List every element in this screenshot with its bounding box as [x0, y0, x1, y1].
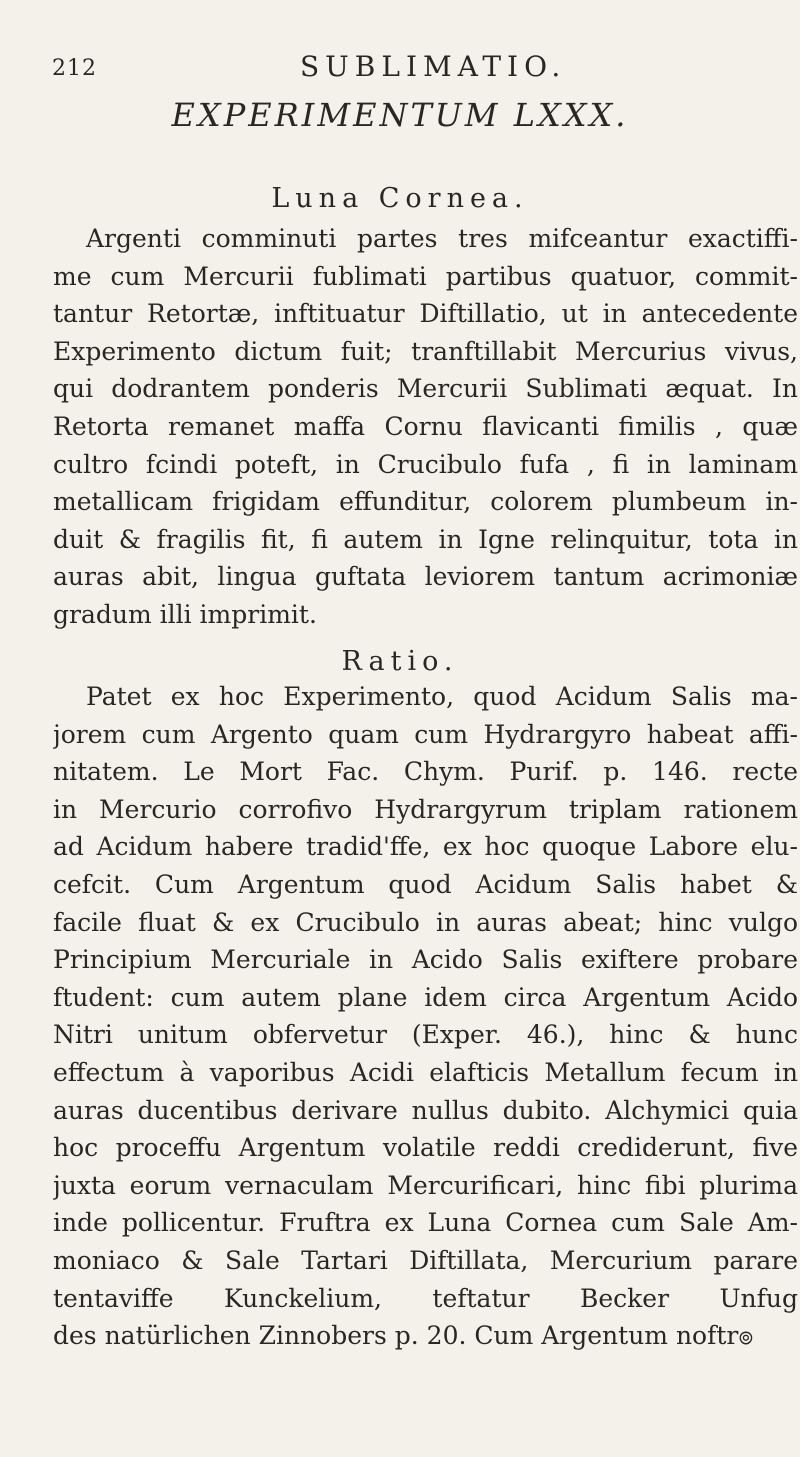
text-line: auras ducentibus derivare nullus dubito. Alchymici quia	[53, 1095, 798, 1125]
text-line: Argenti comminuti partes tres mifceantur exactiffi-	[86, 224, 798, 253]
text-line: inde pollicentur. Fruftra ex Luna Cornea cum Sale Am-	[53, 1208, 798, 1238]
text-line: metallicam frigidam effunditur, colorem plumbeum in-	[53, 487, 798, 517]
page-number: 212	[52, 56, 97, 81]
text-line: nitatem. Le Mort Fac. Chym. Purif. p. 146. recte	[53, 757, 798, 787]
text-line: Retorta remanet maffa Cornu flavicanti fimilis , quæ	[53, 411, 798, 441]
section-subtitle: Luna Cornea.	[271, 183, 529, 214]
text-line: jorem cum Argento quam cum Hydrargyro habeat affi-	[53, 719, 798, 749]
text-line: hoc proceffu Argentum volatile reddi crediderunt, five	[53, 1133, 798, 1163]
text-line: ad Acidum habere tradid'ffe, ex hoc quoque Labore elu-	[53, 832, 798, 862]
ratio-heading: Ratio.	[341, 646, 459, 677]
experiment-title: EXPERIMENTUM LXXX.	[171, 96, 629, 134]
text-line: des natürlichen Zinnobers p. 20. Cum Argentum noftr๏	[53, 1321, 754, 1351]
text-line: juxta eorum vernaculam Mercurificari, hinc fibi plurima	[53, 1170, 798, 1200]
text-line: in Mercurio corrofivo Hydrargyrum triplam rationem	[53, 794, 798, 824]
text-line: me cum Mercurii fublimati partibus quatuor, commit-	[53, 261, 798, 291]
text-line: qui dodrantem ponderis Mercurii Sublimati æquat. In	[53, 374, 798, 404]
text-line: cultro fcindi poteft, in Crucibulo fufa , fi in laminam	[53, 449, 798, 479]
text-line: auras abit, lingua guftata leviorem tantum acrimoniæ	[53, 562, 798, 592]
text-line: cefcit. Cum Argentum quod Acidum Salis habet &	[53, 869, 798, 899]
paragraph-experiment	[53, 220, 798, 634]
text-line: gradum illi imprimit.	[53, 599, 317, 629]
paragraph-ratio	[53, 678, 798, 1355]
text-line: Principium Mercuriale in Acido Salis exiftere probare	[53, 945, 798, 975]
text-line: effectum à vaporibus Acidi elafticis Metallum fecum in	[53, 1057, 798, 1087]
text-line: Experimento dictum fuit; tranftillabit Mercurius vivus,	[53, 336, 798, 366]
text-line: duit & fragilis fit, fi autem in Igne relinquitur, tota in	[53, 524, 798, 554]
text-line: moniaco & Sale Tartari Diftillata, Mercurium parare	[53, 1245, 798, 1275]
running-head: SUBLIMATIO.	[300, 50, 567, 83]
text-line: Patet ex hoc Experimento, quod Acidum Salis ma-	[86, 682, 798, 711]
text-line: ftudent: cum autem plane idem circa Argentum Acido	[53, 982, 798, 1012]
text-line: tantur Retortæ, inftituatur Diftillatio, ut in antecedente	[53, 299, 798, 329]
text-line: tentaviffe Kunckelium, teftatur Becker Unfug	[53, 1283, 798, 1313]
text-line: Nitri unitum obfervetur (Exper. 46.), hinc & hunc	[53, 1020, 798, 1050]
text-line: facile fluat & ex Crucibulo in auras abeat; hinc vulgo	[53, 907, 798, 937]
